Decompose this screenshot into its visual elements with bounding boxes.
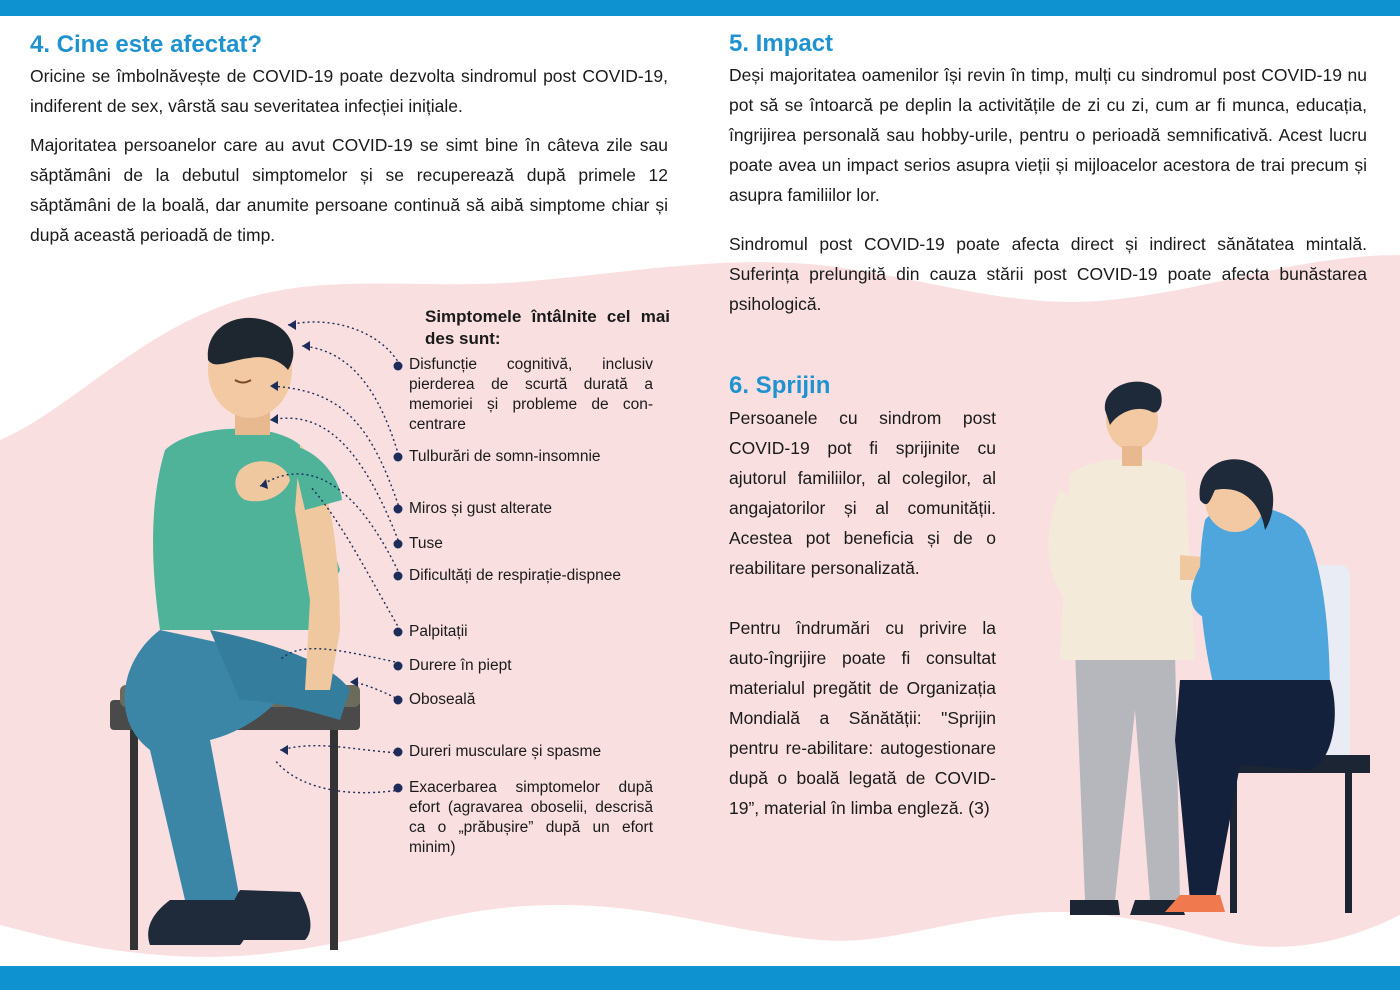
symptom-item: Palpitații (409, 623, 468, 640)
symptom-item: Miros și gust alterate (409, 500, 552, 517)
symptom-item: Durere în piept (409, 657, 512, 674)
symptom-item: Tulburări de somn-insomnie (409, 448, 601, 465)
symptom-pointer-arrows (240, 310, 410, 820)
bullet-icon (394, 540, 403, 549)
symptom-bullets (391, 355, 405, 895)
bullet-icon (394, 505, 403, 514)
bottom-accent-bar (0, 966, 1400, 990)
section-5-heading: 5. Impact (729, 30, 834, 57)
bullet-icon (394, 572, 403, 581)
bullet-icon (394, 662, 403, 671)
section-4-heading: 4. Cine este afectat? (30, 31, 263, 58)
section-6-paragraph-1: Persoanele cu sindrom post COVID-19 pot fi sprijinite cu ajutorul familiilor, al colegilor, al angajatorilor și al comunității. Acestea pot beneficia și de o reabilitare personalizată. (729, 408, 996, 578)
symptom-item: Dureri musculare și spasme (409, 743, 602, 760)
symptoms-title: Simptomele întâlnite cel mai des sunt: (425, 307, 670, 348)
section-4-paragraph-1: Oricine se îmbolnăvește de COVID-19 poate dezvolta sindromul post COVID-19, indiferent de sex, vârstă sau severitatea infecției inițiale. (30, 66, 668, 116)
section-4-paragraph-2: Majoritatea persoanelor care au avut COVID-19 se simt bine în câteva zile sau săptămâni de la debutul simptomelor și se recuperează după primele 12 săptămâni de la boală, dar anumite persoane continuă să aibă simptome chiar și după această perioadă de timp. (30, 135, 668, 245)
section-6-paragraph-2: Pentru îndrumări cu privire la auto-îngrijire poate fi consultat materialul pregătit de Organizația Mondială a Sănătății: "Sprijin pentru re-abilitare: autogestionare după o boală legată de COVID-19”, material în limba engleză. (3) (729, 618, 996, 818)
section-6-heading: 6. Sprijin (729, 372, 831, 399)
section-5-paragraph-1: Deși majoritatea oamenilor își revin în timp, mulți cu sindromul post COVID-19 nu pot să se întoarcă pe deplin la activitățile de zi cu zi, cum ar fi munca, educația, îngrijirea personală sau hobby-urile, pentru o perioadă semnificativă. Acest lucru poate avea un impact serios asupra vieții și mijloacelor acestora de trai precum și asupra familiilor lor. (729, 65, 1367, 205)
symptom-item: Dificultăți de respirație-dispnee (409, 567, 621, 584)
symptom-item: Oboseală (409, 691, 476, 708)
symptom-item: Exacerbarea simptomelor după efort (agravarea oboselii, descrisă ca o „prăbușire” după un efort minim) (409, 779, 653, 856)
bullet-icon (394, 453, 403, 462)
bullet-icon (394, 628, 403, 637)
bullet-icon (394, 748, 403, 757)
symptom-item: Tuse (409, 535, 443, 552)
symptom-item: Disfuncție cognitivă, inclusiv pierderea de scurtă durată a memoriei și probleme de con-centrare (409, 356, 653, 433)
caregiver-supporting-seated-woman-illustration (1040, 380, 1370, 925)
bullet-icon (394, 784, 403, 793)
bullet-icon (394, 696, 403, 705)
bullet-icon (394, 362, 403, 371)
section-5-paragraph-2: Sindromul post COVID-19 poate afecta direct și indirect sănătatea mintală. Suferința prelungită din cauza stării post COVID-19 poate afecta bunăstarea psihologică. (729, 234, 1367, 314)
